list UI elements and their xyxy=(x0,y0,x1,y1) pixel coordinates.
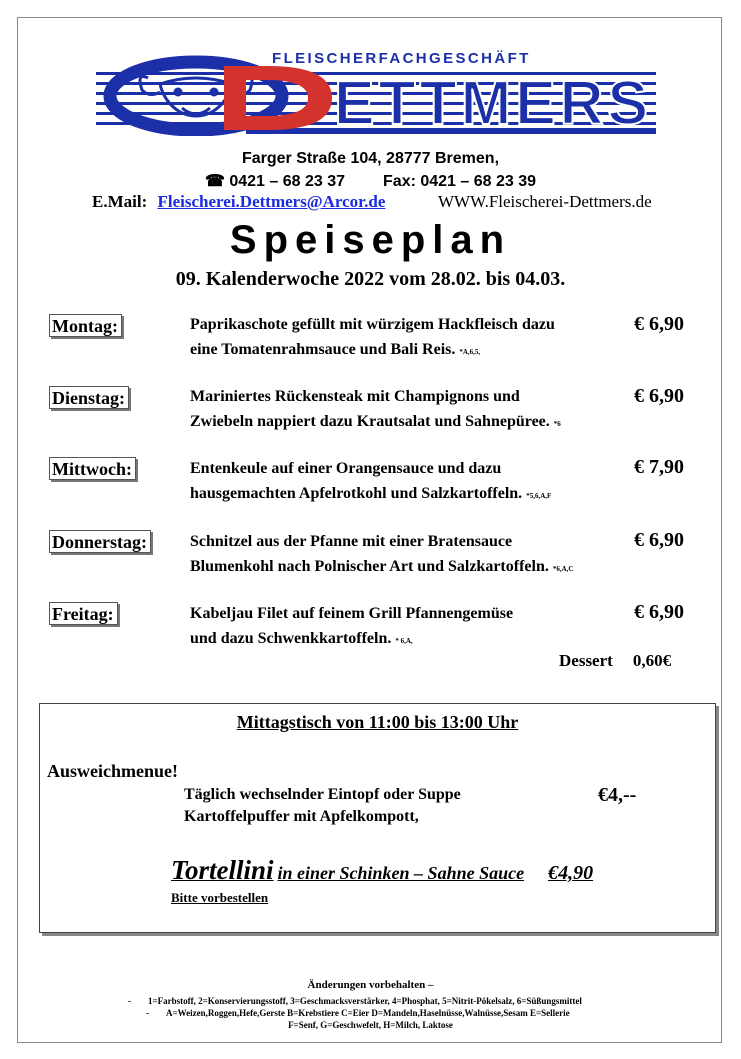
dish-wednesday xyxy=(190,456,551,509)
address: Farger Straße 104, 28777 Bremen, xyxy=(241,150,500,167)
phone-number: 0421 – 68 23 37 xyxy=(229,173,346,190)
email-label: E.Mail: xyxy=(92,192,148,211)
dish-thursday xyxy=(190,529,573,582)
allergen-codes: *5,6,A,F xyxy=(526,492,552,500)
page-title: Speiseplan xyxy=(229,218,512,262)
additives-text: 1=Farbstoff, 2=Konservierungsstoff, 3=Geschmacksverstärker, 4=Phosphat, 5=Nitrit-Pökelsalz, 6=Süßungsmittel xyxy=(148,996,582,1006)
bullet-dash: - xyxy=(128,996,131,1006)
alternative-item: Kartoffelpuffer mit Apfelkompott, xyxy=(184,808,419,825)
dessert-price: 0,60€ xyxy=(632,651,672,670)
logo-subtitle: FLEISCHERFACHGESCHÄFT xyxy=(272,50,531,67)
lunch-hours-title: Mittagstisch von 11:00 bis 13:00 Uhr xyxy=(236,712,519,732)
tortellini-offer xyxy=(171,855,593,886)
allergen-codes: *A,6,5, xyxy=(459,348,481,356)
price-friday: € 6,90 xyxy=(634,601,684,623)
dish-line: eine Tomatenrahmsauce und Bali Reis. xyxy=(190,341,456,358)
price-tuesday: € 6,90 xyxy=(634,385,684,407)
allergens-legend xyxy=(146,1008,570,1018)
day-label-monday: Montag: xyxy=(49,314,122,337)
dessert-line xyxy=(559,651,671,671)
alternative-price: €4,-- xyxy=(598,784,637,806)
phone-line xyxy=(0,171,741,191)
changes-notice: Änderungen vorbehalten – xyxy=(307,979,434,991)
logo-brand-text: ETTMERS xyxy=(334,69,652,136)
dish-line: Kabeljau Filet auf feinem Grill Pfannengemüse xyxy=(190,605,514,622)
allergen-codes: * 6,A, xyxy=(395,637,413,645)
dish-friday xyxy=(190,601,513,654)
bullet-dash: - xyxy=(146,1008,149,1018)
email-line xyxy=(92,192,385,212)
price-monday: € 6,90 xyxy=(634,313,684,335)
week-heading: 09. Kalenderwoche 2022 vom 28.02. bis 04.03. xyxy=(175,268,566,290)
dessert-label: Dessert xyxy=(559,651,613,670)
day-label-friday: Freitag: xyxy=(49,602,118,625)
lunch-box xyxy=(39,703,716,933)
dish-line: Paprikaschote gefüllt mit würzigem Hackfleisch dazu xyxy=(190,316,555,333)
alternative-item: Täglich wechselnder Eintopf oder Suppe xyxy=(184,786,461,803)
dish-line: Mariniertes Rückensteak mit Champignons und xyxy=(190,388,520,405)
dish-line: Blumenkohl nach Polnischer Art und Salzkartoffeln. xyxy=(190,558,549,575)
tortellini-name: Tortellini xyxy=(171,855,274,885)
price-wednesday: € 7,90 xyxy=(634,456,684,478)
tortellini-price: €4,90 xyxy=(548,862,594,884)
fax-number: Fax: 0421 – 68 23 39 xyxy=(383,173,537,190)
additives-legend xyxy=(128,996,582,1006)
allergens-text: A=Weizen,Roggen,Hefe,Gerste B=Krebstiere C=Eier D=Mandeln,Haselnüsse,Walnüsse,Sesam E=Sellerie xyxy=(166,1008,570,1018)
phone-icon: ☎ xyxy=(204,173,225,190)
price-thursday: € 6,90 xyxy=(634,529,684,551)
day-label-wednesday: Mittwoch: xyxy=(49,457,136,480)
dish-line: Schnitzel aus der Pfanne mit einer Bratensauce xyxy=(190,533,513,550)
email-link[interactable]: Fleischerei.Dettmers@Arcor.de xyxy=(157,192,386,211)
alternative-menu-title: Ausweichmenue! xyxy=(47,761,178,781)
allergen-codes: *6 xyxy=(553,420,561,428)
day-label-tuesday: Dienstag: xyxy=(49,386,129,409)
dish-line: hausgemachten Apfelrotkohl und Salzkartoffeln. xyxy=(190,485,523,502)
dish-tuesday xyxy=(190,384,561,437)
allergens-legend-cont: F=Senf, G=Geschwefelt, H=Milch, Laktose xyxy=(288,1020,453,1030)
allergen-codes: *6,A,C xyxy=(552,565,574,573)
dish-monday xyxy=(190,312,555,365)
dish-line: Zwiebeln nappiert dazu Krautsalat und Sahnepüree. xyxy=(190,413,550,430)
dish-line: und dazu Schwenkkartoffeln. xyxy=(190,630,392,647)
day-label-thursday: Donnerstag: xyxy=(49,530,151,553)
website: WWW.Fleischerei-Dettmers.de xyxy=(438,192,652,211)
preorder-note: Bitte vorbestellen xyxy=(171,890,269,905)
dish-line: Entenkeule auf einer Orangensauce und dazu xyxy=(190,460,502,477)
tortellini-description: in einer Schinken – Sahne Sauce xyxy=(277,863,525,883)
